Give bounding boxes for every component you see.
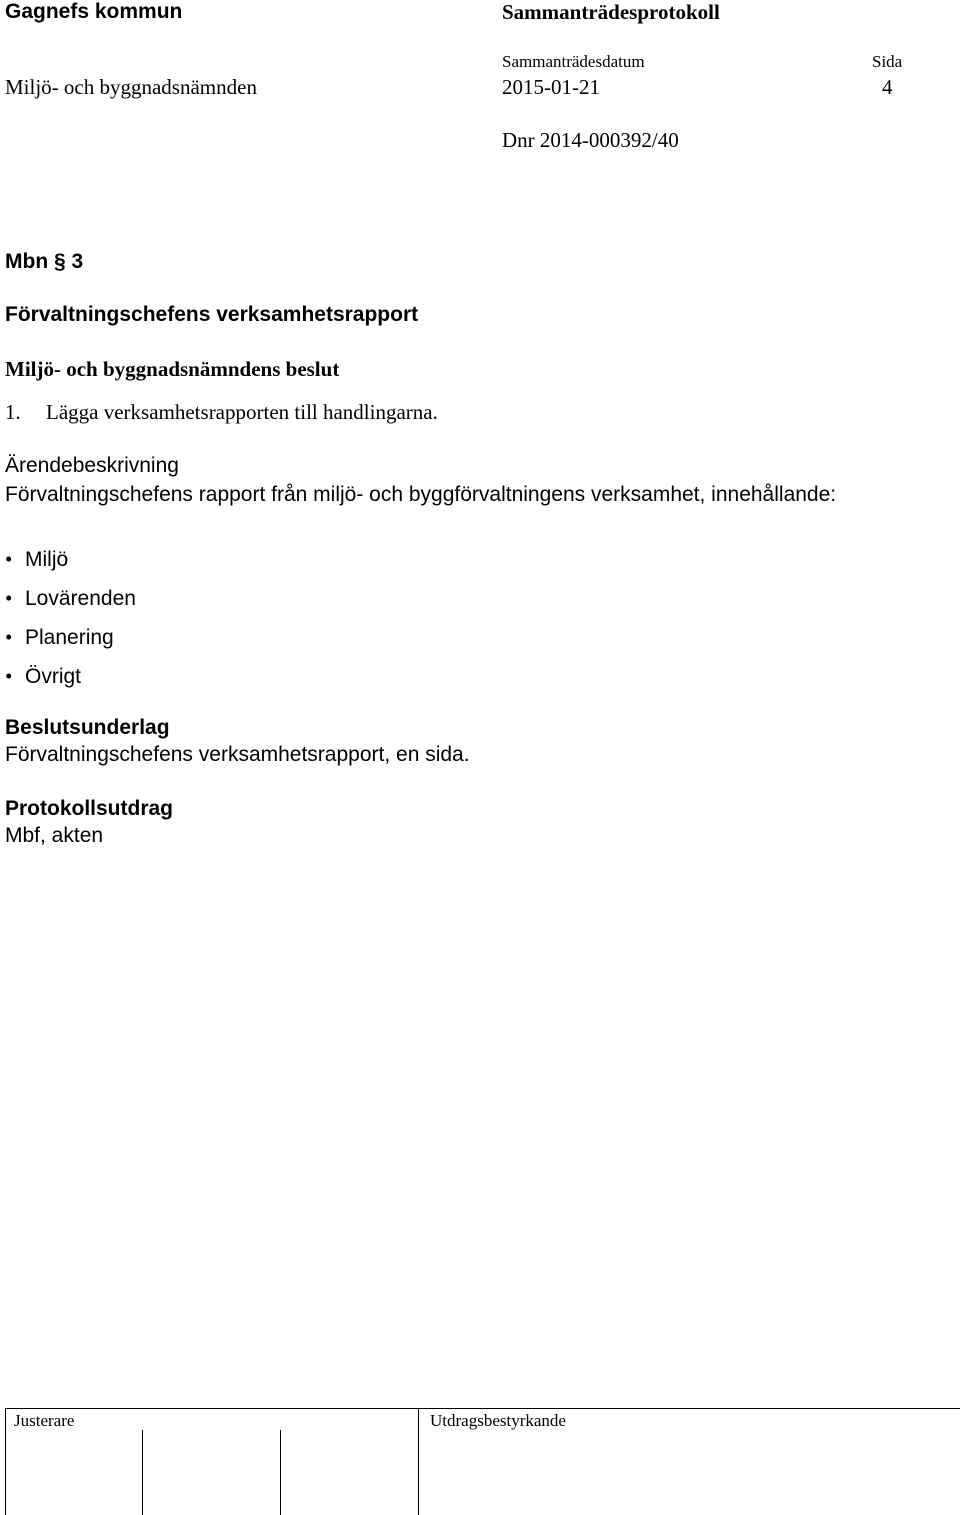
decision-text: Lägga verksamhetsrapporten till handlingarna. <box>46 400 438 424</box>
list-item <box>5 585 136 624</box>
list-item-label: Lovärenden <box>25 587 136 610</box>
extract-text: Mbf, akten <box>5 824 104 847</box>
basis-heading: Beslutsunderlag <box>5 716 170 739</box>
list-item-label: Planering <box>25 626 114 649</box>
list-item <box>5 663 136 702</box>
list-item-label: Övrigt <box>25 665 82 688</box>
page-label: Sida <box>872 52 903 71</box>
footer-divider <box>5 1408 960 1409</box>
bullet-icon: • <box>5 547 13 571</box>
organization-name: Gagnefs kommun <box>5 0 183 23</box>
content-list <box>5 546 136 702</box>
utdragsbestyrkande-label: Utdragsbestyrkande <box>430 1411 566 1430</box>
description-text: Förvaltningschefens rapport från miljö- och byggförvaltningens verksamhet, innehållande: <box>5 483 837 506</box>
list-item <box>5 546 136 585</box>
page-number: 4 <box>882 75 893 99</box>
list-item <box>5 624 136 663</box>
justerare-label: Justerare <box>14 1411 75 1430</box>
paragraph-number: Mbn § 3 <box>5 250 84 273</box>
description-heading: Ärendebeskrivning <box>5 454 179 477</box>
case-number: Dnr 2014-000392/40 <box>502 128 679 152</box>
decision-number: 1. <box>5 400 21 424</box>
decision-item <box>5 400 438 425</box>
extract-heading: Protokollsutdrag <box>5 797 174 820</box>
signature-box-divider <box>280 1430 281 1515</box>
document-type: Sammanträdesprotokoll <box>502 0 720 24</box>
bullet-icon: • <box>5 625 13 649</box>
signature-box-divider <box>142 1430 143 1515</box>
signature-box-divider <box>418 1408 419 1515</box>
bullet-icon: • <box>5 664 13 688</box>
decision-list <box>5 400 438 425</box>
meeting-date-label: Sammanträdesdatum <box>502 52 645 71</box>
signature-box-border <box>5 1408 6 1515</box>
decision-heading: Miljö- och byggnadsnämndens beslut <box>5 357 340 381</box>
bullet-icon: • <box>5 586 13 610</box>
committee-name: Miljö- och byggnadsnämnden <box>5 75 257 99</box>
basis-text: Förvaltningschefens verksamhetsrapport, en sida. <box>5 743 470 766</box>
list-item-label: Miljö <box>25 548 69 571</box>
item-title: Förvaltningschefens verksamhetsrapport <box>5 303 419 326</box>
meeting-date: 2015-01-21 <box>502 75 600 99</box>
